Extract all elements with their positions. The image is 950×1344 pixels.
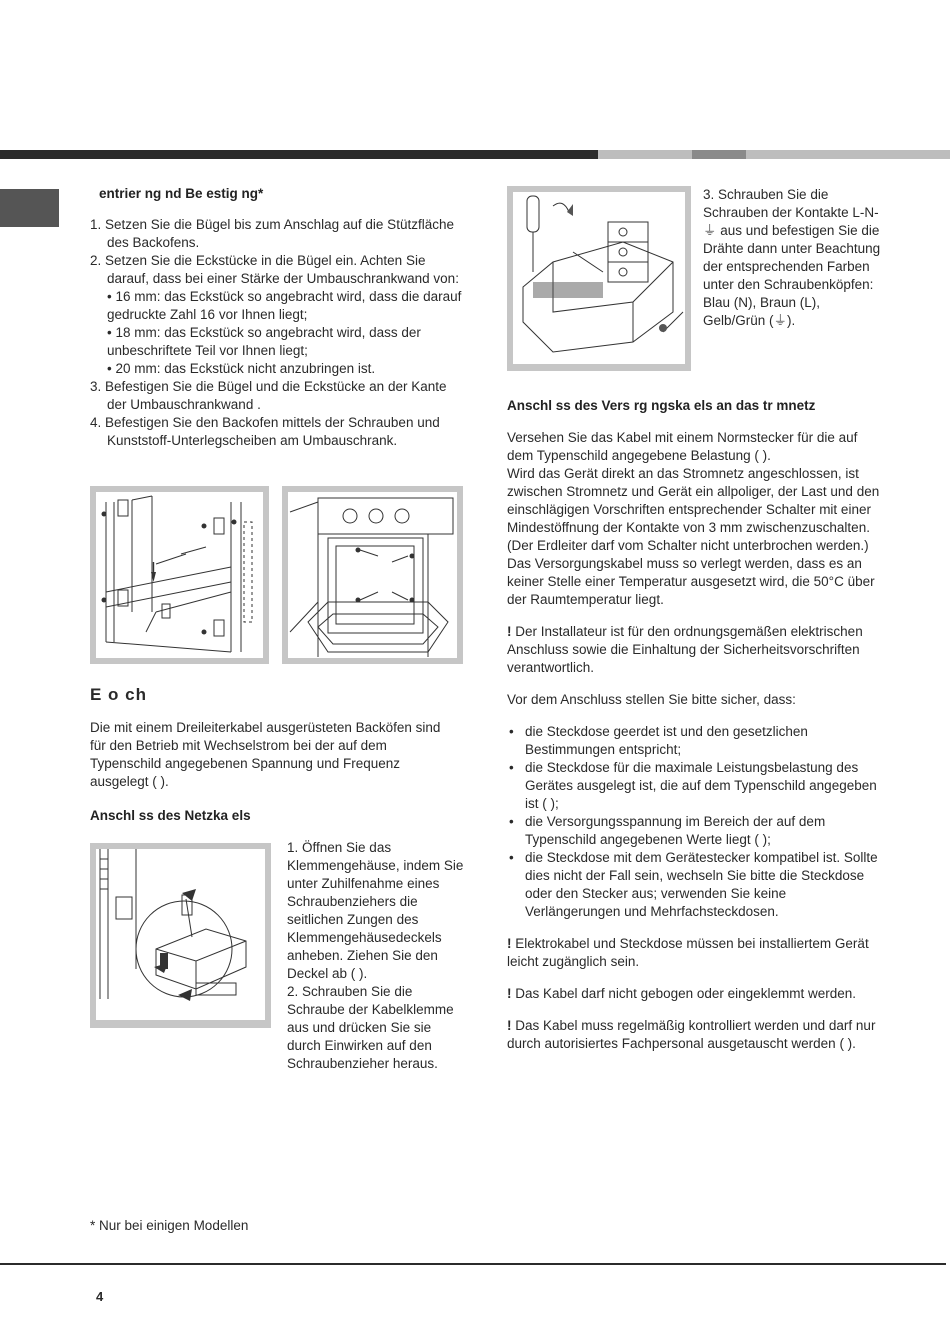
footer-rule [0,1263,946,1265]
header-bar-light [598,150,692,159]
figure-terminal-connection [507,186,691,371]
section-title-mains-connection: Anschl ss des Vers rg ngska els an das tr mnetz [507,398,816,413]
step-4: 4. Befestigen Sie den Backofen mittels der Schrauben und Kunststoff-Unterlegscheiben am Umbauschrank. [90,415,440,448]
page-number: 4 [96,1289,104,1304]
header-bar-light-2 [746,150,950,159]
header-bar-dark [0,150,598,159]
terminal-connection-illustration [513,192,685,364]
mains-connection-text [507,429,883,1053]
oven-illustration [288,492,457,658]
figure-terminal-box [90,843,271,1028]
terminal-box-illustration [96,849,265,1020]
step-1: 1. Setzen Sie die Bügel bis zum Anschlag auf die Stützfläche des Backofens. [90,217,454,250]
checklist-intro: Vor dem Anschluss stellen Sie bitte sicher, dass: [507,692,796,707]
section-title-power-cable: Anschl ss des Netzka els [90,808,251,823]
language-tab [0,189,59,227]
footnote: * Nur bei einigen Modellen [90,1218,249,1233]
section-title-electrical: E o ch [90,685,148,704]
warning-installer: ! Der Installateur ist für den ordnungsgemäßen elektrischen Anschluss sowie die Einhaltung der Sicherheitsvorschriften verantwortlich. [507,624,863,675]
paragraph-direct-connection: Wird das Gerät direkt an das Stromnetz angeschlossen, ist zwischen Stromnetz und Gerät ein allpoliger, der Last und den einschlägigen Vorschriften entsprechender Schalter mit einer Mindestöffnung der Kontakte von 3 mm zwischenzuschalten. (Der Erdleiter darf vom Schalter nicht unterbrochen werden.) Das Versorgungskabel muss so verlegt werden, dass es an keiner Stelle einer Temperatur ausgesetzt wird, die 50°C über der Raumtemperatur liegt. [507,466,880,607]
bracket-illustration [96,492,263,658]
figure-oven-fixing [282,486,463,664]
electrical-intro-text: Die mit einem Dreileiterkabel ausgerüsteten Backöfen sind für den Betrieb mit Wechselstrom bei der auf dem Typenschild angegebenen Spannung und Frequenz ausgelegt ( ). [90,720,441,789]
installation-steps [90,216,465,450]
step-2: 2. Setzen Sie die Eckstücke in die Bügel ein. Achten Sie darauf, dass bei einer Stärke der Umbauschrankwand von: [90,253,459,286]
checklist-item: • die Steckdose mit dem Gerätestecker kompatibel ist. Sollte dies nicht der Fall sein, wechseln Sie bitte die Steckdose oder den Stecker aus; verwenden Sie keine Verlängerungen und Mehrfachsteckdosen. [507,849,883,921]
checklist-item: • die Steckdose für die maximale Leistungsbelastung des Gerätes ausgelegt ist, die auf dem Typenschild angegeben ist ( ); [507,759,883,813]
cable-steps [287,839,465,1073]
warning-accessibility: ! Elektrokabel und Steckdose müssen bei installiertem Gerät leicht zugänglich sein. [507,936,869,969]
cable-step-1: 1. Öffnen Sie das Klemmengehäuse, indem Sie unter Zuhilfenahme eines Schraubenziehers die seitlichen Zungen des Klemmengehäusedeckels anheben. Ziehen Sie den Deckel ab ( ). [287,840,464,981]
warning-inspection: ! Das Kabel muss regelmäßig kontrolliert werden und darf nur durch autorisiertes Fachpersonal ausgetauscht werden ( ). [507,1018,876,1051]
terminal-step-3: 3. Schrauben Sie die Schrauben der Kontakte L-N-⏚ aus und befestigen Sie die Drähte dann unter Beachtung der entsprechenden Farben unter den Schraubenköpfen: Blau (N), Braun (L), Gelb/Grün (⏚). [703,187,881,328]
section-title-installation: entrier ng nd Be estig ng* [99,186,264,201]
cable-step-2: 2. Schrauben Sie die Schraube der Kabelklemme aus und drücken Sie sie durch Einwirken auf den Schraubenzieher heraus. [287,984,454,1071]
step-3: 3. Befestigen Sie die Bügel und die Eckstücke an der Kante der Umbauschrankwand . [90,379,447,412]
paragraph-plug: Versehen Sie das Kabel mit einem Normstecker für die auf dem Typenschild angegebene Belastung ( ). [507,430,858,463]
checklist-item: • die Versorgungsspannung im Bereich der auf dem Typenschild angegebenen Werte liegt ( ); [507,813,883,849]
header-bar-mid [692,150,746,159]
figure-bracket-mounting [90,486,269,664]
sub-item-18mm: • 18 mm: das Eckstück so angebracht wird, dass der unbeschriftete Teil vor Ihnen liegt; [107,325,421,358]
checklist-item: • die Steckdose geerdet ist und den gesetzlichen Bestimmungen entspricht; [507,723,883,759]
warning-bending: ! Das Kabel darf nicht gebogen oder eingeklemmt werden. [507,986,856,1001]
sub-item-16mm: • 16 mm: das Eckstück so angebracht wird, dass die darauf gedruckte Zahl 16 vor Ihnen liegt; [107,289,462,322]
sub-item-20mm: • 20 mm: das Eckstück nicht anzubringen ist. [107,361,376,376]
